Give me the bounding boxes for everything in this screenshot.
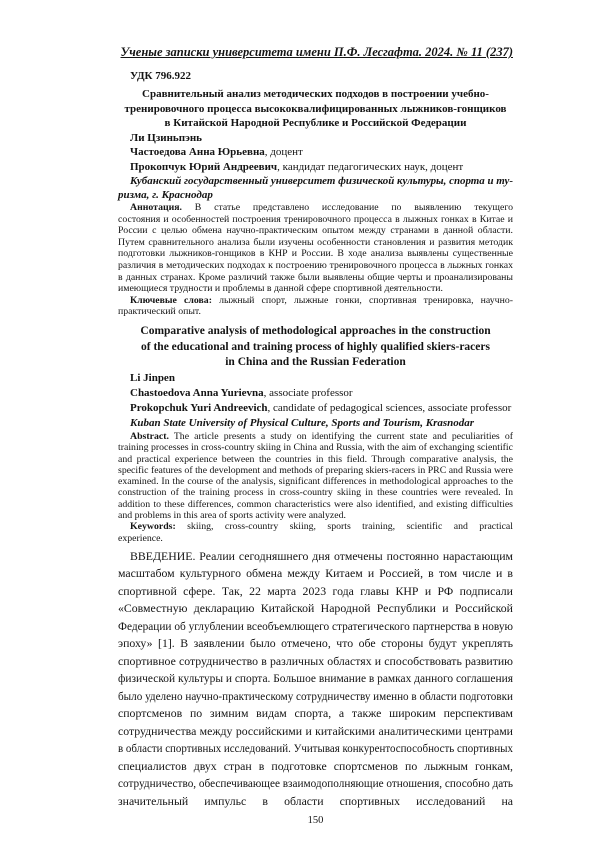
en-keywords-label: Keywords: — [130, 521, 176, 533]
en-author-name: Prokopchuk Yuri Andreevich — [130, 402, 268, 414]
body-text: спортсменов по зимним видам спорта, а также широким перспективам — [118, 706, 513, 720]
ru-author-line — [118, 145, 513, 160]
en-affiliation-text: Kuban State University of Physical Culture, Sports and Tourism, Krasnodar — [130, 417, 475, 429]
body-text: значительный импульс в области спортивных исследований на — [118, 793, 513, 808]
journal-header — [118, 44, 513, 60]
journal-header-text: Ученые записки университета имени П.Ф. Лесгафта. 2024. № 11 (237) — [120, 45, 513, 59]
ru-keywords-line — [118, 306, 513, 318]
udk-code — [118, 69, 513, 83]
en-abstract-text — [130, 431, 513, 442]
ru-author-line — [118, 160, 513, 175]
body-text: сотрудничества между российскими и китайскими аналитическими центрами — [118, 723, 513, 738]
body-line — [118, 548, 513, 566]
en-abstract-line — [118, 510, 513, 521]
ru-authors — [118, 131, 513, 175]
en-keywords-text: experience. — [118, 532, 163, 544]
ru-annotation-text: различия в методических подходах к построению тренировочного процесса в лыжных гонках — [118, 259, 513, 271]
introduction-paragraph — [118, 548, 513, 811]
ru-annotation-first-line: В статье представлено исследование по выявлению текущего — [194, 202, 513, 213]
en-abstract-text: construction of the training process in cross-country skiing in these countries were revealed. In — [118, 487, 513, 499]
body-text: «Совместную декларацию Китайской Народной Республики и Российской — [118, 601, 513, 615]
en-title-text: Comparative analysis of methodological approaches in the construction — [140, 325, 491, 337]
udk-text: УДК 796.922 — [130, 70, 192, 82]
body-text: в области спортивных исследований. Учитывая конкурентоспособность спортивных — [118, 741, 513, 755]
ru-author-text — [130, 160, 463, 175]
en-keywords — [118, 521, 513, 544]
ru-annotation — [118, 202, 513, 295]
body-text: специалистов двух стран в подготовке спортсменов по лыжным гонкам, — [118, 758, 513, 773]
ru-annotation-text: имеющиеся трудности и проблемы в данной сфере спортивной деятельности. — [118, 283, 443, 295]
body-text: ВВЕДЕНИЕ. Реалии сегодняшнего дня отмечены постоянно нарастающим — [130, 548, 513, 563]
en-abstract-line — [118, 431, 513, 442]
en-keywords-line — [118, 521, 513, 532]
ru-annotation-line — [118, 225, 513, 237]
en-title-text: of the educational and training process of highly qualified skiers-racers — [141, 340, 490, 353]
ru-keywords-line — [118, 295, 513, 307]
page-number — [118, 814, 513, 828]
ru-title-line — [118, 102, 513, 117]
en-abstract-text: training processes in cross-country skiing in China and Russia, with the aim of exchanging scientific — [118, 442, 513, 454]
body-line — [118, 583, 513, 601]
ru-annotation-line — [118, 214, 513, 226]
ru-affiliation-text: ризма, г. Краснодар — [118, 188, 213, 201]
en-author-line — [118, 386, 513, 401]
en-author-position: , candidate of pedagogical sciences, associate professor — [267, 402, 512, 414]
ru-annotation-text: состояния и особенностей построения тренировочного процесса в лыжных гонках в Китае и — [118, 213, 513, 225]
body-line — [118, 705, 513, 723]
page-number-text: 150 — [307, 815, 324, 826]
ru-author-name: Частоедова Анна Юрьевна — [130, 146, 265, 158]
body-line — [118, 653, 513, 671]
en-affiliation — [118, 416, 513, 431]
ru-title-line — [118, 116, 513, 131]
annotation-label: Аннотация. — [130, 202, 183, 213]
body-line — [118, 670, 513, 688]
ru-annotation-text: Путем сравнительного анализа были изучены особенности становления и развития методик — [118, 236, 513, 248]
body-line — [118, 635, 513, 653]
body-line — [118, 688, 513, 706]
ru-keywords-text — [130, 295, 513, 307]
body-text: спортивное сотрудничество в различных областях и способствовать развитию — [118, 653, 513, 668]
en-author-text — [130, 386, 353, 401]
ru-title-text: тренировочного процесса высококвалифицированных лыжников-гонщиков — [124, 102, 507, 115]
en-keywords-first-line: skiing, cross-country skiing, sports training, scientific and practical — [187, 521, 513, 533]
en-title-line — [118, 340, 513, 356]
ru-keywords-first-line: лыжный спорт, лыжные гонки, спортивная тренировка, научно- — [219, 294, 513, 306]
body-text: спортивной сфере. Так, 22 марта 2023 года главы КНР и РФ подписали — [118, 583, 513, 598]
en-author-text — [130, 371, 175, 386]
en-abstract-line — [118, 499, 513, 510]
body-text: было уделено научно-практическому сотрудничеству именно в области подготовки — [118, 688, 513, 703]
ru-annotation-line — [118, 202, 513, 214]
ru-keywords — [118, 295, 513, 318]
ru-author-name: Ли Цзиньпэнь — [130, 131, 202, 144]
ru-title-text: Сравнительный анализ методических подходов в построении учебно- — [142, 88, 489, 100]
en-author-line — [118, 401, 513, 416]
en-abstract-line — [118, 465, 513, 476]
body-line — [118, 565, 513, 583]
en-abstract-line — [118, 487, 513, 498]
en-abstract-text: examined. In the course of the analysis, significant differences in methodological approaches to the — [118, 476, 513, 488]
ru-author-name: Прокопчук Юрий Андреевич — [130, 160, 278, 173]
en-keywords-text — [130, 521, 513, 532]
body-line — [118, 600, 513, 618]
body-text: сотрудничество, обеспечивающее взаимодополняющие отношения, способно дать — [118, 776, 513, 790]
ru-title — [118, 87, 513, 131]
body-line — [118, 775, 513, 793]
ru-affiliation-line — [118, 174, 513, 188]
ru-annotation-line — [118, 272, 513, 284]
ru-annotation-text: в данных странах. Кроме различий также были выявлены общие черты и проанализированы — [118, 271, 513, 283]
en-author-name: Chastoedova Anna Yurievna — [130, 387, 264, 399]
ru-affiliation-text: Кубанский государственный университет физической культуры, спорта и ту- — [130, 174, 513, 187]
ru-annotation-text: России с целью обмена научно-практическим опытом между странами в данной области. — [118, 225, 513, 237]
ru-affiliation-line — [118, 188, 513, 202]
ru-title-line — [118, 87, 513, 102]
body-line — [118, 618, 513, 636]
en-affiliation-line — [118, 416, 513, 431]
journal-header-block — [118, 44, 513, 60]
en-author-text — [130, 401, 511, 416]
body-line — [118, 793, 513, 811]
ru-annotation-text — [130, 202, 513, 214]
ru-affiliation — [118, 174, 513, 202]
body-text: масштабом культурного обмена между Китаем и Россией, в том числе и в — [118, 566, 513, 580]
en-abstract-text: and practical experience between the countries in this field. Through comparative analysis, the — [118, 453, 513, 465]
en-title-text: in China and the Russian Federation — [225, 356, 406, 368]
ru-author-position: , кандидат педагогических наук, доцент — [277, 160, 464, 173]
body-line — [118, 758, 513, 776]
ru-author-text — [130, 145, 303, 160]
en-abstract-line — [118, 476, 513, 487]
body-text: Федерации об углублении всеобъемлющего стратегического партнерства в новую — [118, 618, 513, 633]
keywords-label: Ключевые слова: — [130, 294, 212, 306]
en-authors — [118, 371, 513, 416]
ru-author-text — [130, 131, 202, 146]
ru-author-line — [118, 131, 513, 146]
en-title-line — [118, 355, 513, 371]
en-author-name: Li Jinpen — [130, 372, 175, 384]
en-abstract-line — [118, 454, 513, 465]
ru-keywords-text: практический опыт. — [118, 306, 201, 318]
en-abstract-text: specific features of the development and methods of preparing skiers-racers in PRC and Russia were — [118, 464, 513, 476]
body-line — [118, 723, 513, 741]
ru-annotation-line — [118, 260, 513, 272]
en-abstract-text: addition to these differences, common characteristics were also identified, and existing difficulties — [118, 498, 513, 510]
body-line — [118, 740, 513, 758]
udk-block — [118, 69, 513, 83]
en-title — [118, 324, 513, 371]
page-number-block — [118, 814, 513, 828]
body-text: эпоху» [1]. В заявлении было отмечено, что обе стороны будут укреплять — [118, 636, 513, 650]
en-title-line — [118, 324, 513, 340]
ru-annotation-line — [118, 237, 513, 249]
ru-title-text: в Китайской Народной Республике и Российской Федерации — [164, 117, 467, 130]
ru-author-position: , доцент — [264, 146, 303, 158]
ru-annotation-line — [118, 283, 513, 295]
en-keywords-line — [118, 533, 513, 544]
en-abstract-line — [118, 442, 513, 453]
en-author-position: , associate professor — [263, 387, 353, 399]
en-abstract-first-line: The article presents a study on identifying the current state and peculiarities of — [173, 431, 513, 442]
en-abstract — [118, 431, 513, 521]
ru-annotation-line — [118, 248, 513, 260]
body-text: физической культуры и спорта. Большое внимание в рамках данного соглашения — [118, 671, 513, 685]
en-abstract-text: and problems in this area of sports activity were analyzed. — [118, 510, 346, 522]
ru-annotation-text: подготовки лыжников-гонщиков в КНР и России. В ходе анализа выявлены существенные — [118, 248, 513, 260]
abstract-label: Abstract. — [130, 431, 169, 442]
en-author-line — [118, 371, 513, 386]
